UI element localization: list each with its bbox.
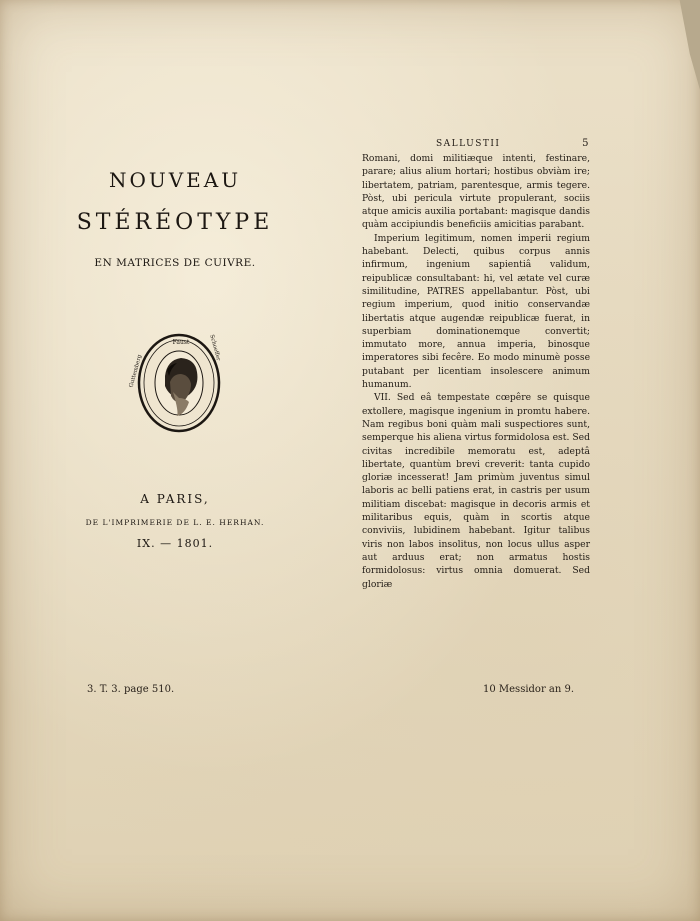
torn-corner [666,0,700,90]
paragraph: VII. Sed eâ tempestate cœpêre se quisque extollere, magisque ingenium in promtu habere. Nam regibus boni quàm mali suspectiores sunt, semperque his aliena virtus formidolosa est. Sed civitas incredibile memoratu est, adeptâ libertate, quantùm brevi creverit: tanta cupido gloriæ incesserat! Jam primùm juventus simul laboris ac belli patiens erat, in castris per usum militiam discebat: magisque in decoris armis et militaribus equis, quàm in scortis atque conviviis, lubidinem habebant. Igitur talibus viris non labos insolitus, non locus ullus asper aut arduus erat; non armatus hostis formidolosus: virtus omnia domuerat. Sed gloriæ [362,392,590,590]
page-body [362,152,590,591]
imprint-city: A PARIS, [140,492,210,506]
title-stereotype: STÉRÉOTYPE [76,210,274,235]
footer-reference: 3. T. 3. page 510. [87,684,175,695]
paragraph: Romani, domi militiæque intenti, festinare, parare; alius alium hortari; hostibus obviàm ire; libertatem, patriam, parentesque, armis tegere. Pòst, ubi pericula virtute propulerant, sociis atque amicis auxilia portabant: magisque dandis quàm accipiundis beneficiis amicitias parabant. [362,153,590,231]
page-number: 5 [582,138,590,149]
paragraph: Imperium legitimum, nomen imperii regium habebant. Delecti, quibus corpus annis infirmum, ingenium sapientiâ validum, reipublicæ consultabant: hi, vel ætate vel curæ similitudine, PATRES appellabantur. Pòst, ubi regium imperium, quod initio conservandæ libertatis atque augendæ reipublicæ fuerat, in superbiam dominationemque convertit; immutato more, annua imperia, binosque imperatores sibi fecêre. Eo modo minumè posse putabant per licentiam insolescere animum humanum. [362,232,590,391]
footer-date: 10 Messidor an 9. [483,684,575,695]
medallion-portrait-emblem [128,332,222,434]
title-nouveau: NOUVEAU [108,168,242,192]
running-head [362,139,590,152]
text-page [362,139,590,591]
medallion-label-top: Faust [172,339,190,346]
imprint-printer: DE L'IMPRIMERIE DE L. E. HERHAN. [85,518,265,527]
subtitle-matrices: EN MATRICES DE CUIVRE. [94,257,256,269]
medallion-label-left: Guttemberg [128,354,144,389]
imprint-date: IX. — 1801. [136,537,214,550]
medallion-label-right: Schoeffer [208,334,222,362]
running-head-title: SALLUSTII [436,139,501,149]
